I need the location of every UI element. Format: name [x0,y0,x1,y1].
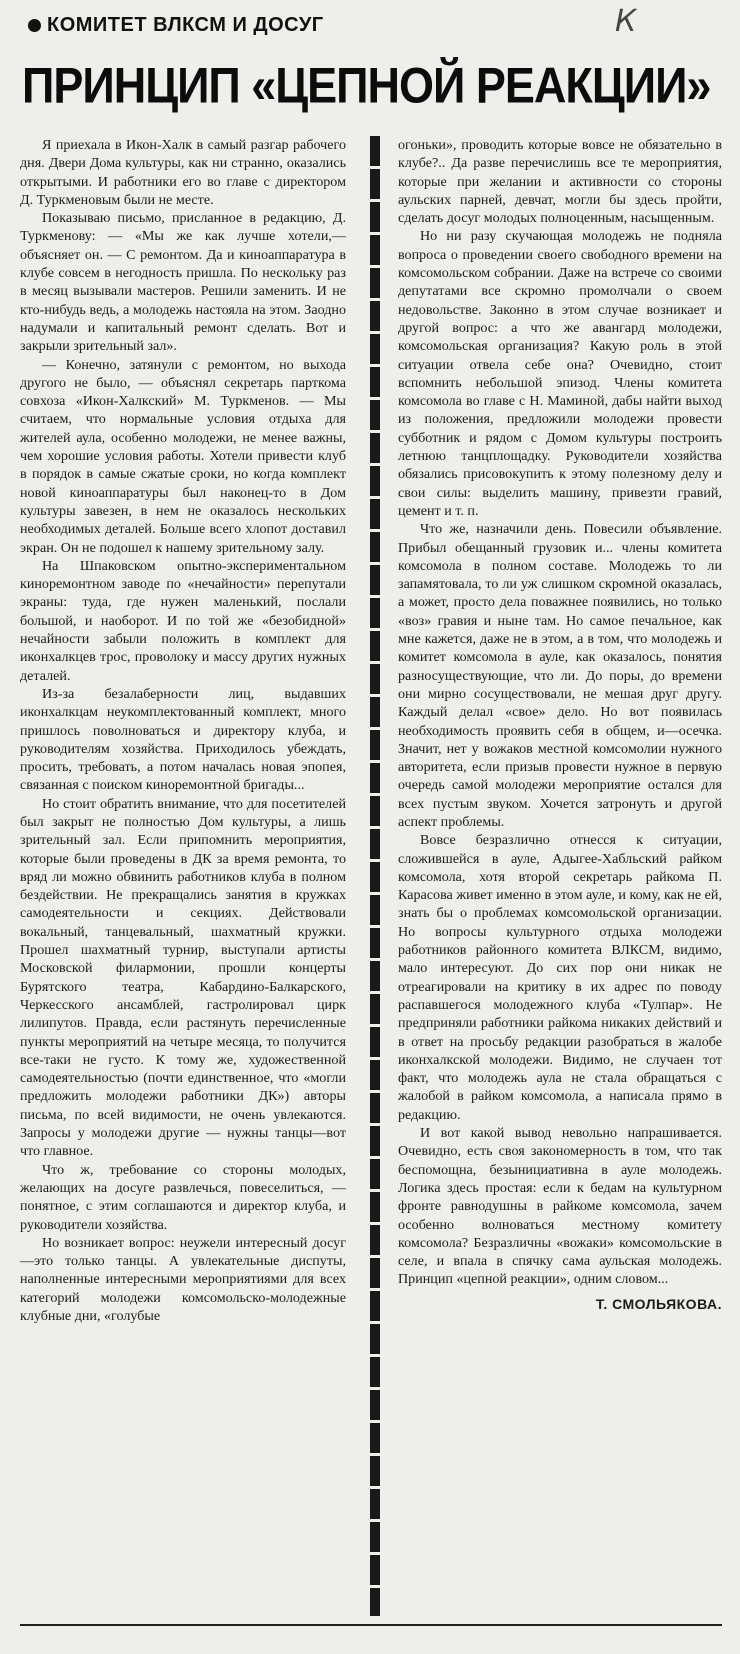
paragraph: Вовсе безразлично отнесся к ситуации, сложившейся в ауле, Адыгее-Хабльский райком комсомола, хотя второй секретарь райкома П. Карасова живет именно в этом ауле, и кому, как не ей, знать бы о проблемах комсомольской организации. Но вопросы культурного отдыха молодежи работников районного комитета ВЛКСМ, видимо, мало интересуют. До сих пор они никак не отреагировали на критику в их адрес по поводу распавшегося молодежного клуба «Тулпар». Не предприняли работники райкома никаких действий и в ответ на просьбу редакции разобраться в жалобе иконхалкской молодежи. Видимо, не случаен тот факт, что молодежь аула не стала обращаться с жалобой в райком комсомола, а написала прямо в редакцию. [398,832,722,1123]
paragraph: Что ж, требование со стороны молодых, желающих на досуге развлечься, повеселиться, — понятное, с этим соглашаются и директор клуба, и руководители хозяйства. [20,1161,346,1233]
paragraph: Но ни разу скучающая молодежь не подняла вопроса о проведении своего свободного времени на комсомольском собрании. Даже на встрече со своими депутатами все скромно промолчали о своем недовольстве. Законно в этом случае возникает и другой вопрос: а что же авангард молодежи, комсомольская организация? Какую роль в этой ситуации отвела себе она? Очевидно, стоит вспомнить небольшой эпизод. Члены комитета комсомола во главе с Н. Маминой, дабы найти выход из положения, предложили молодежи провести субботник и рядом с Домом культуры построить летнюю танцплощадку. Руководители хозяйства обязались присовокупить к этому полезному делу и свои силы: выделить машину, привезти гравий, цемент и т. п. [398,228,722,519]
paragraph: На Шпаковском опытно-экспериментальном киноремонтном заводе по «нечайности» перепутали экраны: туда, где нужен маленький, послали большой, и наоборот. И по той же «безобидной» нечайности забыли положить в комплект для иконхалкцев трос, проволоку и массу других нужных деталей. [20,557,346,684]
article-column-right [398,136,722,1313]
paragraph: Показываю письмо, присланное в редакцию, Д. Туркменову: — «Мы же как лучше хотели,—объясняет он. — С ремонтом. Да и киноаппаратура в клубе совсем в негодность пришла. По нескольку раз в месяц вызывали мастеров. Решили заменить. И не кто-нибудь ведь, а молодежь настояла на этом. Заодно надумали и капитальный ремонт сделать. Вот и закрыли зрительный зал». [20,210,346,355]
bullet-dot-icon [28,19,41,32]
rubric-text: КОМИТЕТ ВЛКСМ И ДОСУГ [47,14,324,36]
headline: ПРИНЦИП «ЦЕПНОЙ РЕАКЦИИ» [22,56,711,114]
column-divider [370,136,380,1616]
paragraph: И вот какой вывод невольно напрашивается. Очевидно, есть своя закономерность в том, что так беспомощна, безынициативна в ауле молодежь. Логика здесь простая: если к бедам на культурном фронте равнодушны в райкоме комсомола, зачем особенно волноваться местному комитету комсомола? Безразличны «вожаки» комсомольские в селе, и впала в спячку сама аульская молодежь. Принцип «цепной реакции», одним словом... [398,1125,722,1288]
paragraph: — Конечно, затянули с ремонтом, но выхода другого не было, — объяснял секретарь парткома совхоза «Икон-Халкский» М. Туркменов. — Мы считаем, что нормальные условия отдыха для жителей аула, особенно молодежи, не менее важны, чем хорошие условия работы. Хотели привести клуб в порядок в самые сжатые сроки, но когда комплект новой киноаппаратуры был наконец-то в Дом культуры завезен, в нем не оказалось нескольких необходимых деталей. Больше всего хлопот доставил экран. Он не подошел к нашему зрительному залу. [20,356,346,556]
paragraph: Что же, назначили день. Повесили объявление. Прибыл обещанный грузовик и... члены комитета комсомола в полном составе. Молодежь то ли запамятовала, то ли уж слишком скромной оказалась, а может, просто дела поважнее появились, но только «воз» гравия и ныне там. Но самое печальное, как мне кажется, даже не в этом, а в том, что молодежь и комитет комсомола в ауле, как оказалось, понятия разносуществующие, что ли. До поры, до времени они мирно сосуществовали, не мешая друг другу. Каждый делал «свое» дело. Но вот появилась необходимость проявить себя в общем, и—осечка. Значит, нет у вожаков местной комсомолии нужного авторитета, если призыв провести нужное в первую очередь самой молодежи мероприятие остался для всех пустым звуком. Хочется затронуть и другой аспект проблемы. [398,521,722,830]
bottom-divider [20,1624,722,1626]
author-signature: Т. СМОЛЬЯКОВА. [595,1295,722,1312]
paragraph: огоньки», проводить которые вовсе не обязательно в клубе?.. Да разве перечислишь все те мероприятия, которые при желании и активности со стороны аульских парней, девчат, могли бы здесь пройти, сделать досуг молодых полноценным, насыщенным. [398,137,722,227]
paragraph: Я приехала в Икон-Халк в самый разгар рабочего дня. Двери Дома культуры, как ни странно, оказались открытыми. И работники его во главе с директором Д. Туркменовым были не месте. [20,137,346,208]
paragraph: Но стоит обратить внимание, что для посетителей был закрыт не полностью Дом культуры, а лишь зрительный зал. Если припомнить мероприятия, которые были проведены в ДК за время ремонта, то вряд ли можно обвинить работников клуба в полном бездействии. Не прекращались занятия в кружках самодеятельности и секциях. Действовали вокальный, танцевальный, шахматный кружки. Прошел шахматный турнир, выступали артисты Московской филармонии, прошли концерты Бурятского театра, Кабардино-Балкарского, Черкесского ансамблей, гастролировал цирк лилипутов. Правда, если растянуть перечисленные пункты мероприятий на четыре месяца, то получится все-таки не густо. К тому же, художественной самодеятельностью (почти единственное, что «могли предложить молодежи работники ДК») авторы письма, по всей видимости, не очень увлекаются. Запросы у молодежи другие — нужны танцы—вот что главное. [20,795,346,1160]
handwritten-margin-mark: К [615,4,637,39]
article-column-left [20,136,346,1325]
rubric [28,14,324,37]
paragraph: Из-за безалаберности лиц, выдавших иконхалкцам неукомплектованный комплект, много пришлось поволноваться и директору клуба, и руководителям хозяйства. Приходилось убеждать, просить, требовать, а потом началась новая эпопея, связанная с поиском киноремонтной бригады... [20,685,346,794]
paragraph: Но возникает вопрос: неужели интересный досуг—это только танцы. А увлекательные диспуты, наполненные интересными мероприятиями для всех категорий молодежи комсомольско-молодежные клубные дни, «голубые [20,1234,346,1324]
